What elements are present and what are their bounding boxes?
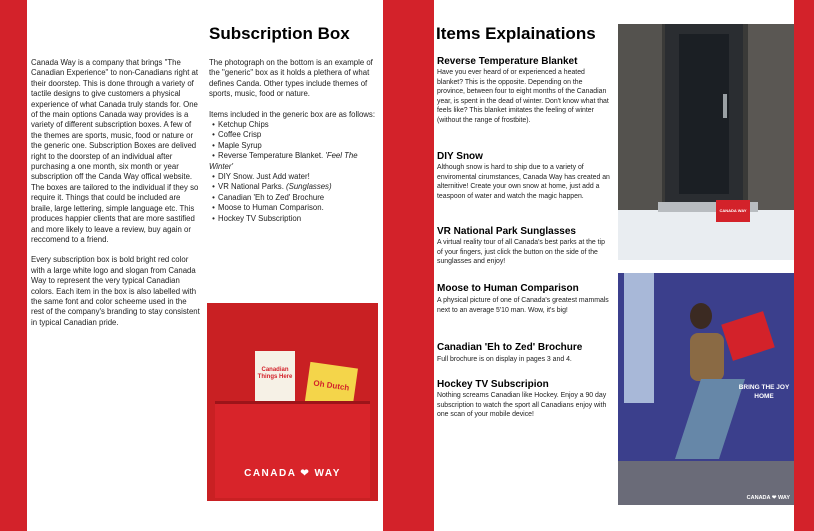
oh-dutch-card: Oh Dutch [304, 362, 358, 414]
door-handle [723, 94, 727, 118]
carried-package [721, 311, 775, 361]
snow-ground [618, 210, 794, 260]
left-red-band [0, 0, 27, 531]
red-crate [215, 401, 370, 498]
woman-head [690, 303, 712, 329]
section-heading-hockey: Hockey TV Subscripion [437, 379, 549, 390]
section-body-diy-snow: Although snow is hard to ship due to a variety of enviromental cirumstances, Canada Way has created an alternitive! Create your own snow at home, just add a teaspoon of water and watch the magic happen. [437, 164, 610, 200]
section-body-moose: A physical picture of one of Canada's greatest mammals next to an average 5'10 man. Wow, it's big! [437, 297, 609, 314]
section-body-brochure: Full brochure is on display in pages 3 and 4. [437, 356, 572, 363]
package-label: CANADA WAY [719, 208, 747, 213]
right-page [434, 0, 794, 531]
section-heading-brochure: Canadian 'Eh to Zed' Brochure [437, 342, 583, 353]
page-title-items-explanations: Items Explainations [436, 24, 596, 43]
list-item: • Ketchup Chips [212, 120, 269, 130]
door-glass [679, 34, 729, 194]
intro-paragraph-2: Every subscription box is bold bright red color with a large white logo and slogan from Canada Way to represent the very typical Canadian colors. Each item in the box is also labelled with the same font and color scheeme used in the rest of the company's branding to stay consistent in typical Canadian pride. [31, 255, 200, 327]
items-list [209, 120, 377, 224]
list-item: • Canadian 'Eh to Zed' Brochure [212, 192, 325, 202]
right-red-band [794, 0, 814, 531]
canada-way-logo: CANADA ❤ WAY [746, 495, 790, 501]
woman-with-box-photo [618, 273, 794, 505]
section-heading-diy-snow: DIY Snow [437, 151, 483, 162]
woman-jeans [675, 379, 745, 459]
front-door [665, 24, 743, 210]
section-heading-blanket: Reverse Temperature Blanket [437, 56, 578, 67]
section-body-blanket: Have you ever heard of or experienced a heated blanket? This is the opposite. Depending on the province, between four to eight months of the Canadian year, is spent in the dead of winter. Don't know what that feels like? This blanket imitates the feeling of winter (without the range of frostbite). [437, 69, 609, 124]
box-description-column [209, 58, 377, 224]
center-red-band [383, 0, 434, 531]
section-body-vr-sunglasses: A virtual reality tour of all Canada's best parks at the tip of your fingers, just click the button on the side of the sunglasses and enjoy! [437, 239, 605, 265]
list-item: • Moose to Human Comparison. [212, 203, 324, 213]
list-item: • Maple Syrup [212, 140, 262, 150]
photo-caption: BRING THE JOY HOME [738, 384, 790, 400]
items-intro: Items included in the generic box are as follows: [209, 109, 375, 119]
section-body-hockey: Nothing screams Canadian like Hockey. Enjoy a 90 day subscription to watch the sport all Canadians enjoy with one scan of your mobile device! [437, 392, 607, 418]
section-heading-moose: Moose to Human Comparison [437, 283, 579, 294]
doorstep-photo [618, 24, 794, 260]
subscription-box-photo [207, 303, 378, 501]
woman-shirt [690, 333, 724, 381]
list-item: • VR National Parks. (Sunglasses) [212, 182, 332, 192]
list-item: • Hockey TV Subscription [212, 213, 302, 223]
page-title-subscription-box: Subscription Box [209, 24, 350, 43]
left-page [27, 0, 383, 531]
things-card: Canadian Things Here [255, 351, 295, 403]
intro-paragraph-1: Canada Way is a company that brings "The Canadian Experience" to non-Canadians right at their doorstep. This is done through a variety of tactile designs to give customers a physical experience of what Canada truly stands for. One of the main options Canada way provides is a variety of different subscription boxes. A few of the themes are sports, music, food or nature or the generic one. Subscription Boxes are delived right to the doorstep of an individual after purchasing a one month, six month or year subscription off the Canda Way offical website. The boxes are tailored to the individual if they so require it. Things that could be included are braile, large lettering, simple language etc. This produces happier clients that are more sastified and more likely to leave a review, buy again or reccomend to a friend. [31, 58, 199, 244]
section-heading-vr-sunglasses: VR National Park Sunglasses [437, 226, 576, 237]
window [624, 273, 654, 403]
intro-column [31, 58, 201, 328]
list-item: • DIY Snow. Just Add water! [212, 172, 310, 182]
crate-logo: CANADA ❤ WAY [244, 468, 341, 479]
list-item: • Reverse Temperature Blanket. 'Feel The Winter' [209, 151, 358, 171]
list-item: • Coffee Crisp [212, 130, 262, 140]
generic-box-description: The photograph on the bottom is an example of the "generic" box as it holds a plethera of what defines Canda. Other types include themes of sports, music, food or nature. [209, 58, 373, 99]
